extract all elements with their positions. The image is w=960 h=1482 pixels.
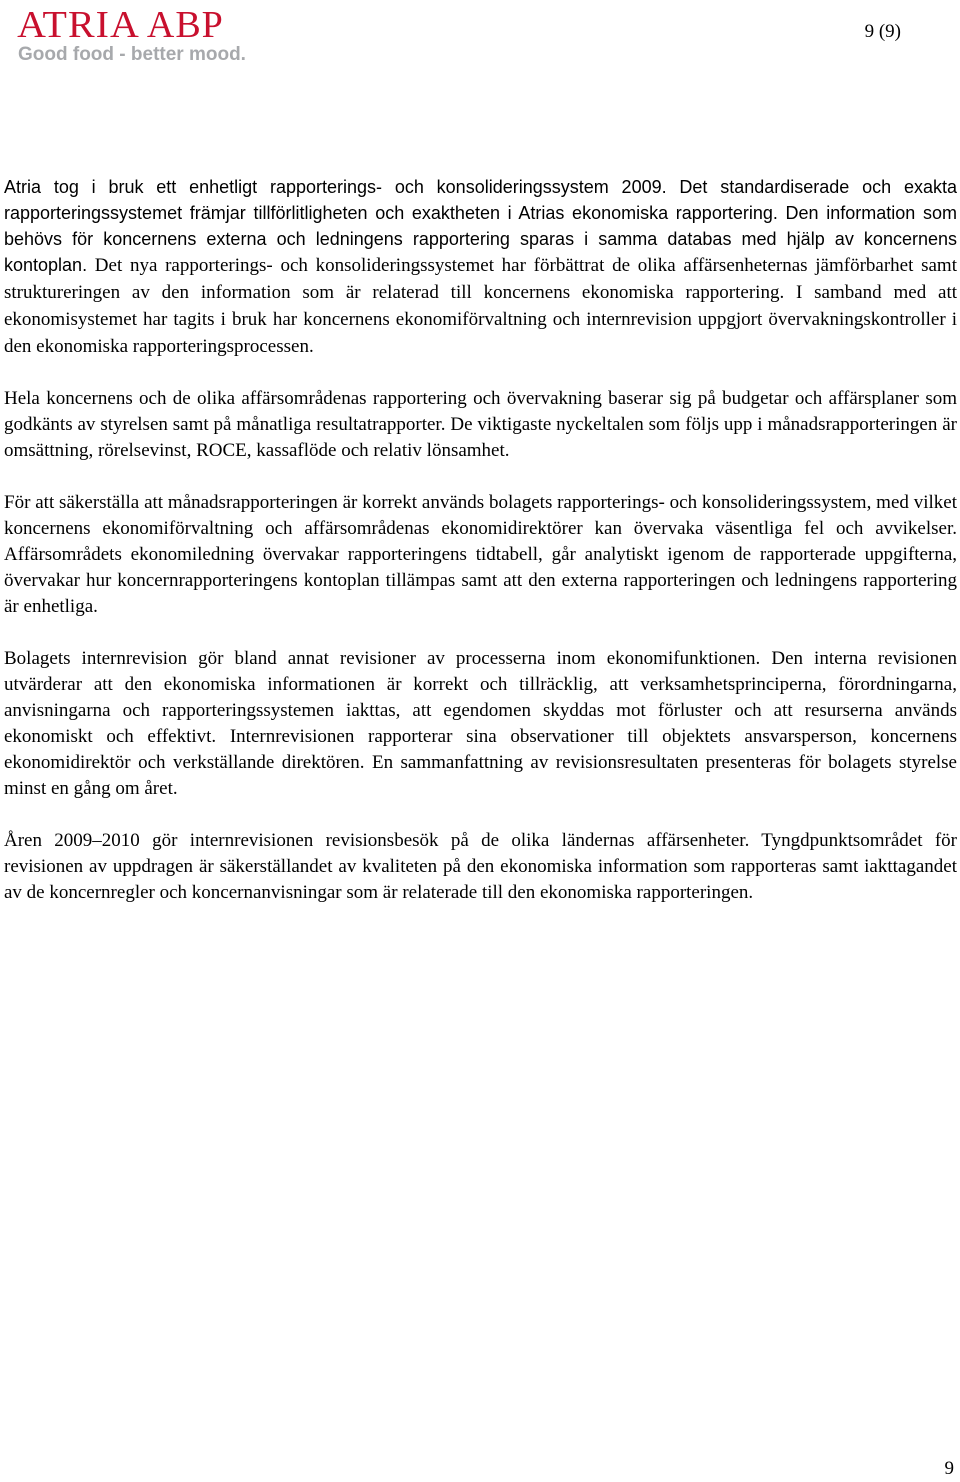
paragraph-reporting-system-serif-run: Det nya rapporterings- och konsolideringssystemet har förbättrat de olika affärsenheternas jämförbarhet samt struktureringen av den information som är relaterad till koncernens ekonomiska rapportering. I samband med att ekonomisystemet har tagits i bruk har koncernens ekonomiförvaltning och internrevision uppgjort övervakningskontroller i den ekonomiska rapporteringsprocessen.: [4, 255, 957, 357]
paragraph-internal-audit: Bolagets internrevision gör bland annat revisioner av processerna inom ekonomifunktionen. Den interna revisionen utvärderar att den ekonomiska informationen är korrekt och tillräcklig, att verksamhetsprinciperna, förordningarna, anvisningarna och rapporteringssystemen iakttas, att egendomen skyddas mot förluster och att resurserna används ekonomiskt och effektivt. Internrevisionen rapporterar sina observationer till objektets ansvarsperson, koncernens ekonomidirektör och verkställande direktören. En sammanfattning av revisionsresultaten presenteras för bolagets styrelse minst en gång om året.: [4, 648, 957, 799]
logo-brand-abp: ABP: [146, 4, 224, 46]
logo-wordmark: [17, 4, 224, 46]
paragraph-reporting-system-sans-run: Atria tog i bruk ett enhetligt rapporterings- och konsolideringssystem 2009. Det standardiserade och exakta rapporteringssystemet främjar tillförlitligheten och exaktheten i Atrias ekonomiska rapportering. Den information som behövs för koncernens externa och ledningens rapportering sparas i samma databas med hjälp av koncernens kontoplan.: [4, 177, 957, 275]
footer-page-number: 9: [944, 1458, 954, 1479]
logo-tagline: Good food - better mood.: [18, 44, 246, 65]
page-header: [0, 0, 960, 80]
paragraph-monitoring: Hela koncernens och de olika affärsområdenas rapportering och övervakning baserar sig på budgetar och affärsplaner som godkänts av styrelsen samt på månatliga resultatrapporter. De viktigaste nyckeltalen som följs upp i månadsrapporteringen är omsättning, rörelsevinst, ROCE, kassaflöde och relativ lönsamhet.: [4, 388, 957, 461]
atria-abp-logo: [18, 4, 258, 66]
document-body: [4, 174, 957, 932]
paragraph-monthly-reporting: För att säkerställa att månadsrapporteringen är korrekt används bolagets rapporterings- och konsolideringssystem, med vilket koncernens ekonomiförvaltning och affärsområdenas ekonomidirektörer kan övervaka väsentliga fel och avvikelser. Affärsområdets ekonomiledning övervakar rapporteringens tidtabell, går analytiskt igenom de rapporterade uppgifterna, övervakar hur koncernrapporteringens kontoplan tillämpas samt att den externa rapporteringen och ledningens rapportering är enhetliga.: [4, 492, 957, 617]
paragraph-reporting-system: [4, 174, 957, 360]
paragraph-audit-visits: Åren 2009–2010 gör internrevisionen revisionsbesök på de olika ländernas affärsenheter. Tyngdpunktsområdet för revisionen av uppdragen är säkerställandet av kvaliteten på den ekonomiska information som rapporteras samt iakttagandet av de koncernregler och koncernanvisningar som är relaterade till den ekonomiska rapporteringen.: [4, 830, 957, 903]
page-indicator: 9 (9): [864, 21, 901, 42]
logo-brand-atria: ATRIA: [17, 4, 140, 46]
